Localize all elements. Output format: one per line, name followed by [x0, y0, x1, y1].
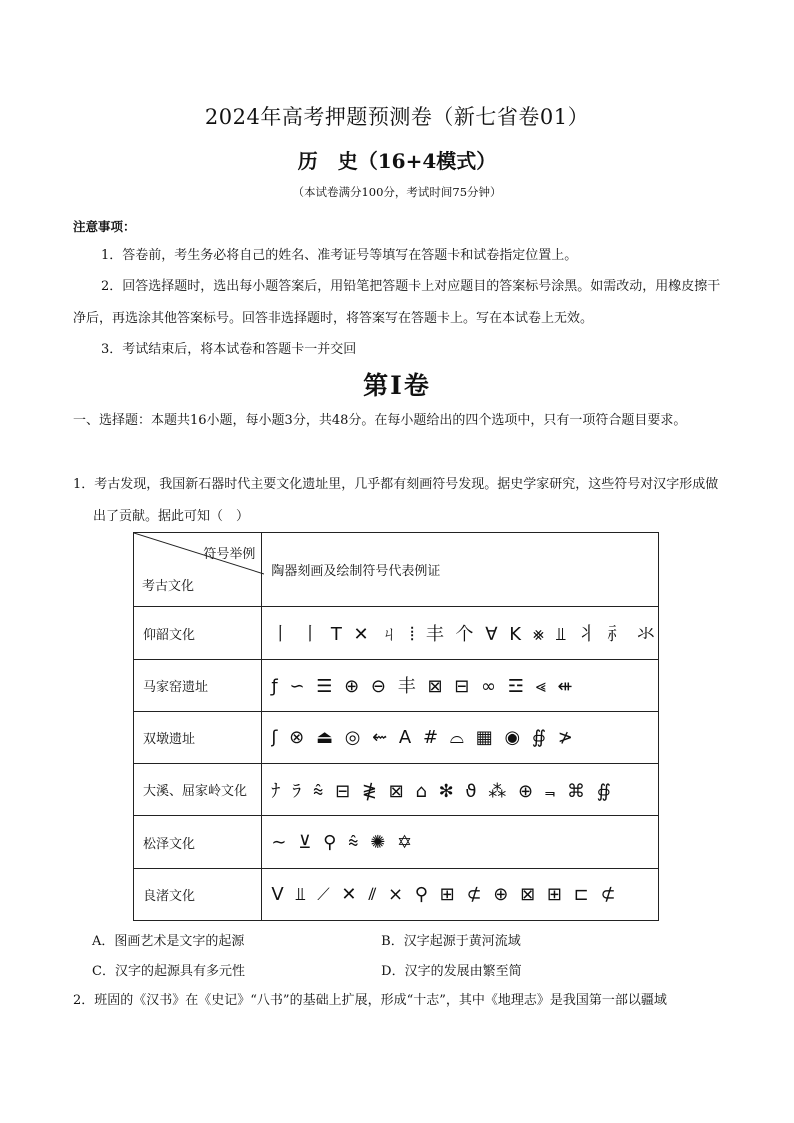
culture-cell: 大溪、屈家岭文化 [134, 764, 262, 816]
question-2-stem: 2．班固的《汉书》在《史记》“八书”的基础上扩展，形成“十志”，其中《地理志》是我国第一部以疆域 [73, 993, 667, 1008]
options-row-1 [92, 930, 732, 949]
header-evidence-label: 陶器刻画及绘制符号代表例证 [262, 533, 659, 607]
part-intro: 一、选择题：本题共16小题，每小题3分，共48分。在每小题给出的四个选项中，只有一项符合题目要求。 [73, 413, 687, 428]
header-culture-label: 考古文化 [142, 579, 195, 595]
culture-cell: 双墩遗址 [134, 711, 262, 763]
options-row-2 [92, 960, 732, 979]
table-row [134, 816, 659, 868]
symbols-cell: 丨 丨 T ✕ ㄐ ⦙ 丰 个 ∀ K ⨳ ⫫ ⺦ ⺬ 氺 [262, 607, 659, 659]
table-row [134, 711, 659, 763]
symbols-cell: V ⫫ ⟋ ✕ ⫽ ⨯ ⚲ ⊞ ⊄ ⊕ ⊠ ⊞ ⊏ ⊄ [262, 868, 659, 920]
notice-item-1: 1．答卷前，考生务必将自己的姓名、准考证号等填写在答题卡和试卷指定位置上。 [101, 248, 578, 263]
header-symbol-label: 符号举例 [203, 547, 256, 562]
table-header-row [134, 533, 659, 607]
table-row [134, 868, 659, 920]
exam-info: （本试卷满分100分，考试时间75分钟） [292, 185, 502, 199]
question-1-stem: 1．考古发现，我国新石器时代主要文化遗址里，几乎都有刻画符号发现。据史学家研究，这些符号对汉字形成做出了贡献。据此可知（ ） [73, 477, 719, 524]
exam-title: 2024年高考押题预测卷（新七省卷01） [204, 105, 590, 129]
culture-cell: 仰韶文化 [134, 607, 262, 659]
notice-item-2: 2．回答选择题时，选出每小题答案后，用铅笔把答题卡上对应题目的答案标号涂黑。如需改动，用橡皮擦干净后，再选涂其他答案标号。回答非选择题时，将答案写在答题卡上。写在本试卷上无效。 [73, 279, 721, 326]
section-title: 第Ⅰ卷 [363, 371, 431, 400]
option-c[interactable]: C．汉字的起源具有多元性 [92, 964, 245, 979]
table-row [134, 607, 659, 659]
culture-cell: 松泽文化 [134, 816, 262, 868]
symbols-cell: ﾅ ﾗ ⩯ ⊟ ≹ ⊠ ⌂ ✻ ϑ ⁂ ⊕ ⫬ ⌘ ∯ [262, 764, 659, 816]
option-b[interactable]: B．汉字起源于黄河流域 [381, 934, 521, 949]
notice-heading: 注意事项： [73, 219, 136, 234]
symbols-cell: ʃ ⊗ ⏏ ◎ ⇜ A # ⌓ ▦ ◉ ∯ ≯ [262, 711, 659, 763]
exam-subject: 历 史（16+4模式） [297, 149, 497, 173]
symbols-cell: ∼ ⊻ ⚲ ⩯ ✺ ✡ [262, 816, 659, 868]
culture-cell: 马家窑遗址 [134, 659, 262, 711]
symbols-cell: ƒ ∽ ☰ ⊕ ⊖ 丰 ⊠ ⊟ ∞ ☲ ⪡ ⇺ [262, 659, 659, 711]
culture-cell: 良渚文化 [134, 868, 262, 920]
option-d[interactable]: D．汉字的发展由繁至简 [381, 964, 522, 979]
notice-item-3: 3．考试结束后，将本试卷和答题卡一并交回 [101, 342, 357, 357]
table-row [134, 764, 659, 816]
table-row [134, 659, 659, 711]
option-a[interactable]: A．图画艺术是文字的起源 [92, 934, 245, 949]
symbol-table [133, 532, 659, 921]
diagonal-header-cell [134, 533, 262, 607]
